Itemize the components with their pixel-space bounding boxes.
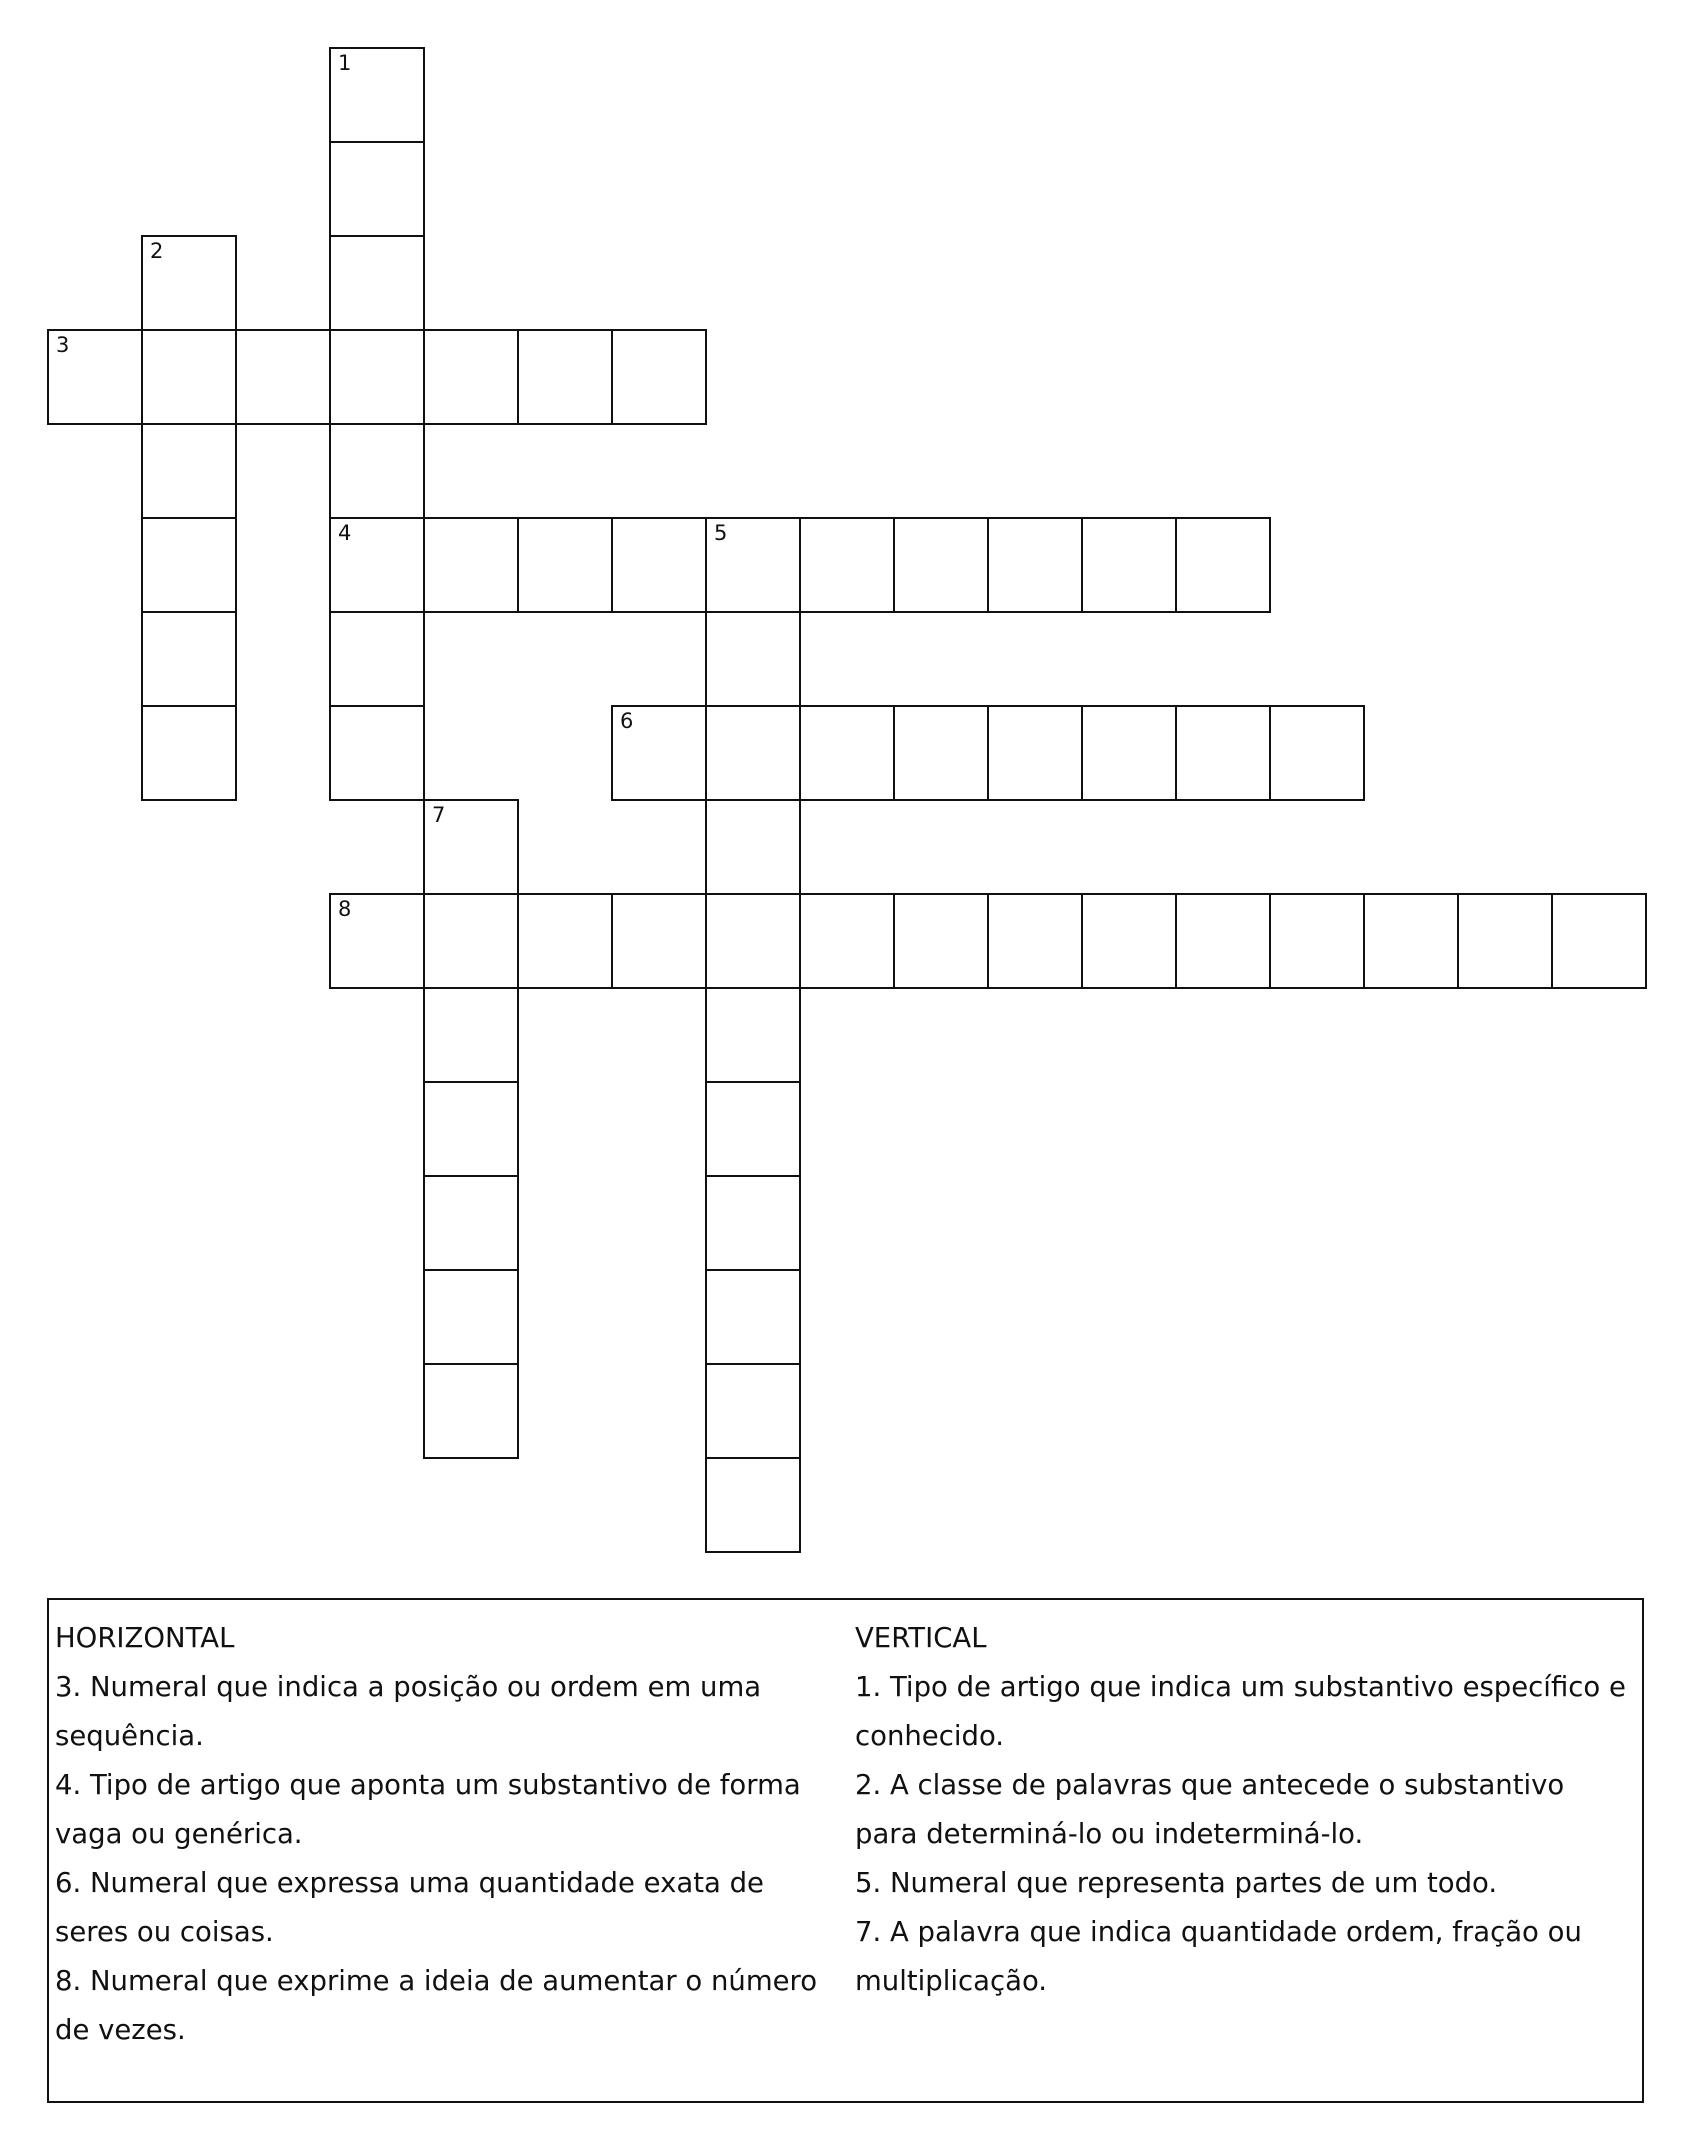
- crossword-cell[interactable]: [1081, 517, 1177, 613]
- vertical-heading: VERTICAL: [855, 1622, 987, 1654]
- crossword-cell[interactable]: [893, 893, 989, 989]
- crossword-cell[interactable]: [517, 893, 613, 989]
- crossword-cell[interactable]: [893, 705, 989, 801]
- crossword-cell[interactable]: [611, 705, 707, 801]
- crossword-cell[interactable]: [423, 1081, 519, 1177]
- crossword-cell[interactable]: [1081, 893, 1177, 989]
- crossword-cell[interactable]: [141, 329, 237, 425]
- crossword-cell[interactable]: [423, 987, 519, 1083]
- crossword-cell[interactable]: [987, 705, 1083, 801]
- crossword-cell[interactable]: [423, 893, 519, 989]
- clue-number: 8: [338, 897, 352, 921]
- crossword-cell[interactable]: [1269, 705, 1365, 801]
- clue-number: 7: [432, 803, 446, 827]
- horizontal-clues: [55, 1614, 845, 2055]
- crossword-cell[interactable]: [47, 329, 143, 425]
- crossword-cell[interactable]: [423, 1363, 519, 1459]
- crossword-cell[interactable]: [423, 517, 519, 613]
- crossword-cell[interactable]: [611, 893, 707, 989]
- crossword-cell[interactable]: [141, 705, 237, 801]
- clue-number: 4: [338, 521, 352, 545]
- crossword-cell[interactable]: [987, 893, 1083, 989]
- crossword-cell[interactable]: [329, 611, 425, 707]
- crossword-cell[interactable]: [799, 517, 895, 613]
- clue-number: 2: [150, 239, 164, 263]
- clue-across-6: 6. Numeral que expressa uma quantidade exata de seres ou coisas.: [55, 1867, 764, 1948]
- crossword-cell[interactable]: [705, 1175, 801, 1271]
- crossword-cell[interactable]: [1551, 893, 1647, 989]
- crossword-cell[interactable]: [705, 1081, 801, 1177]
- clue-down-1: 1. Tipo de artigo que indica um substantivo específico e conhecido.: [855, 1671, 1626, 1752]
- crossword-cell[interactable]: [705, 705, 801, 801]
- crossword-cell[interactable]: [799, 893, 895, 989]
- clue-down-7: 7. A palavra que indica quantidade ordem, fração ou multiplicação.: [855, 1916, 1582, 1997]
- clue-number: 3: [56, 333, 70, 357]
- crossword-cell[interactable]: [705, 1363, 801, 1459]
- crossword-cell[interactable]: [705, 517, 801, 613]
- crossword-cell[interactable]: [329, 893, 425, 989]
- crossword-cell[interactable]: [1081, 705, 1177, 801]
- crossword-cell[interactable]: [329, 329, 425, 425]
- crossword-cell[interactable]: [987, 517, 1083, 613]
- crossword-cell[interactable]: [423, 799, 519, 895]
- crossword-cell[interactable]: [141, 611, 237, 707]
- crossword-cell[interactable]: [423, 329, 519, 425]
- crossword-cell[interactable]: [1363, 893, 1459, 989]
- crossword-cell[interactable]: [329, 141, 425, 237]
- crossword-cell[interactable]: [705, 1457, 801, 1553]
- clue-number: 1: [338, 51, 352, 75]
- vertical-clues: [855, 1614, 1635, 2006]
- crossword-cell[interactable]: [329, 705, 425, 801]
- crossword-cell[interactable]: [705, 611, 801, 707]
- horizontal-heading: HORIZONTAL: [55, 1622, 235, 1654]
- crossword-cell[interactable]: [1175, 893, 1271, 989]
- crossword-cell[interactable]: [329, 517, 425, 613]
- crossword-cell[interactable]: [1457, 893, 1553, 989]
- clue-across-8: 8. Numeral que exprime a ideia de aumentar o número de vezes.: [55, 1965, 818, 2046]
- crossword-cell[interactable]: [423, 1175, 519, 1271]
- crossword-cell[interactable]: [705, 799, 801, 895]
- clue-down-5: 5. Numeral que representa partes de um todo.: [855, 1867, 1498, 1899]
- crossword-cell[interactable]: [235, 329, 331, 425]
- crossword-cell[interactable]: [329, 47, 425, 143]
- clue-number: 6: [620, 709, 634, 733]
- crossword-cell[interactable]: [423, 1269, 519, 1365]
- crossword-cell[interactable]: [329, 423, 425, 519]
- crossword-cell[interactable]: [1269, 893, 1365, 989]
- crossword-cell[interactable]: [141, 235, 237, 331]
- crossword-cell[interactable]: [611, 517, 707, 613]
- crossword-cell[interactable]: [705, 987, 801, 1083]
- clue-box: [47, 1598, 1644, 2103]
- crossword-cell[interactable]: [705, 1269, 801, 1365]
- crossword-cell[interactable]: [517, 517, 613, 613]
- crossword-cell[interactable]: [141, 517, 237, 613]
- crossword-cell[interactable]: [893, 517, 989, 613]
- crossword-cell[interactable]: [799, 705, 895, 801]
- clue-across-4: 4. Tipo de artigo que aponta um substantivo de forma vaga ou genérica.: [55, 1769, 801, 1850]
- clue-down-2: 2. A classe de palavras que antecede o substantivo para determiná-lo ou indeterminá-lo.: [855, 1769, 1565, 1850]
- crossword-cell[interactable]: [611, 329, 707, 425]
- crossword-cell[interactable]: [705, 893, 801, 989]
- crossword-cell[interactable]: [517, 329, 613, 425]
- clue-across-3: 3. Numeral que indica a posição ou ordem em uma sequência.: [55, 1671, 762, 1752]
- crossword-cell[interactable]: [1175, 517, 1271, 613]
- crossword-cell[interactable]: [141, 423, 237, 519]
- crossword-cell[interactable]: [1175, 705, 1271, 801]
- clue-number: 5: [714, 521, 728, 545]
- crossword-cell[interactable]: [329, 235, 425, 331]
